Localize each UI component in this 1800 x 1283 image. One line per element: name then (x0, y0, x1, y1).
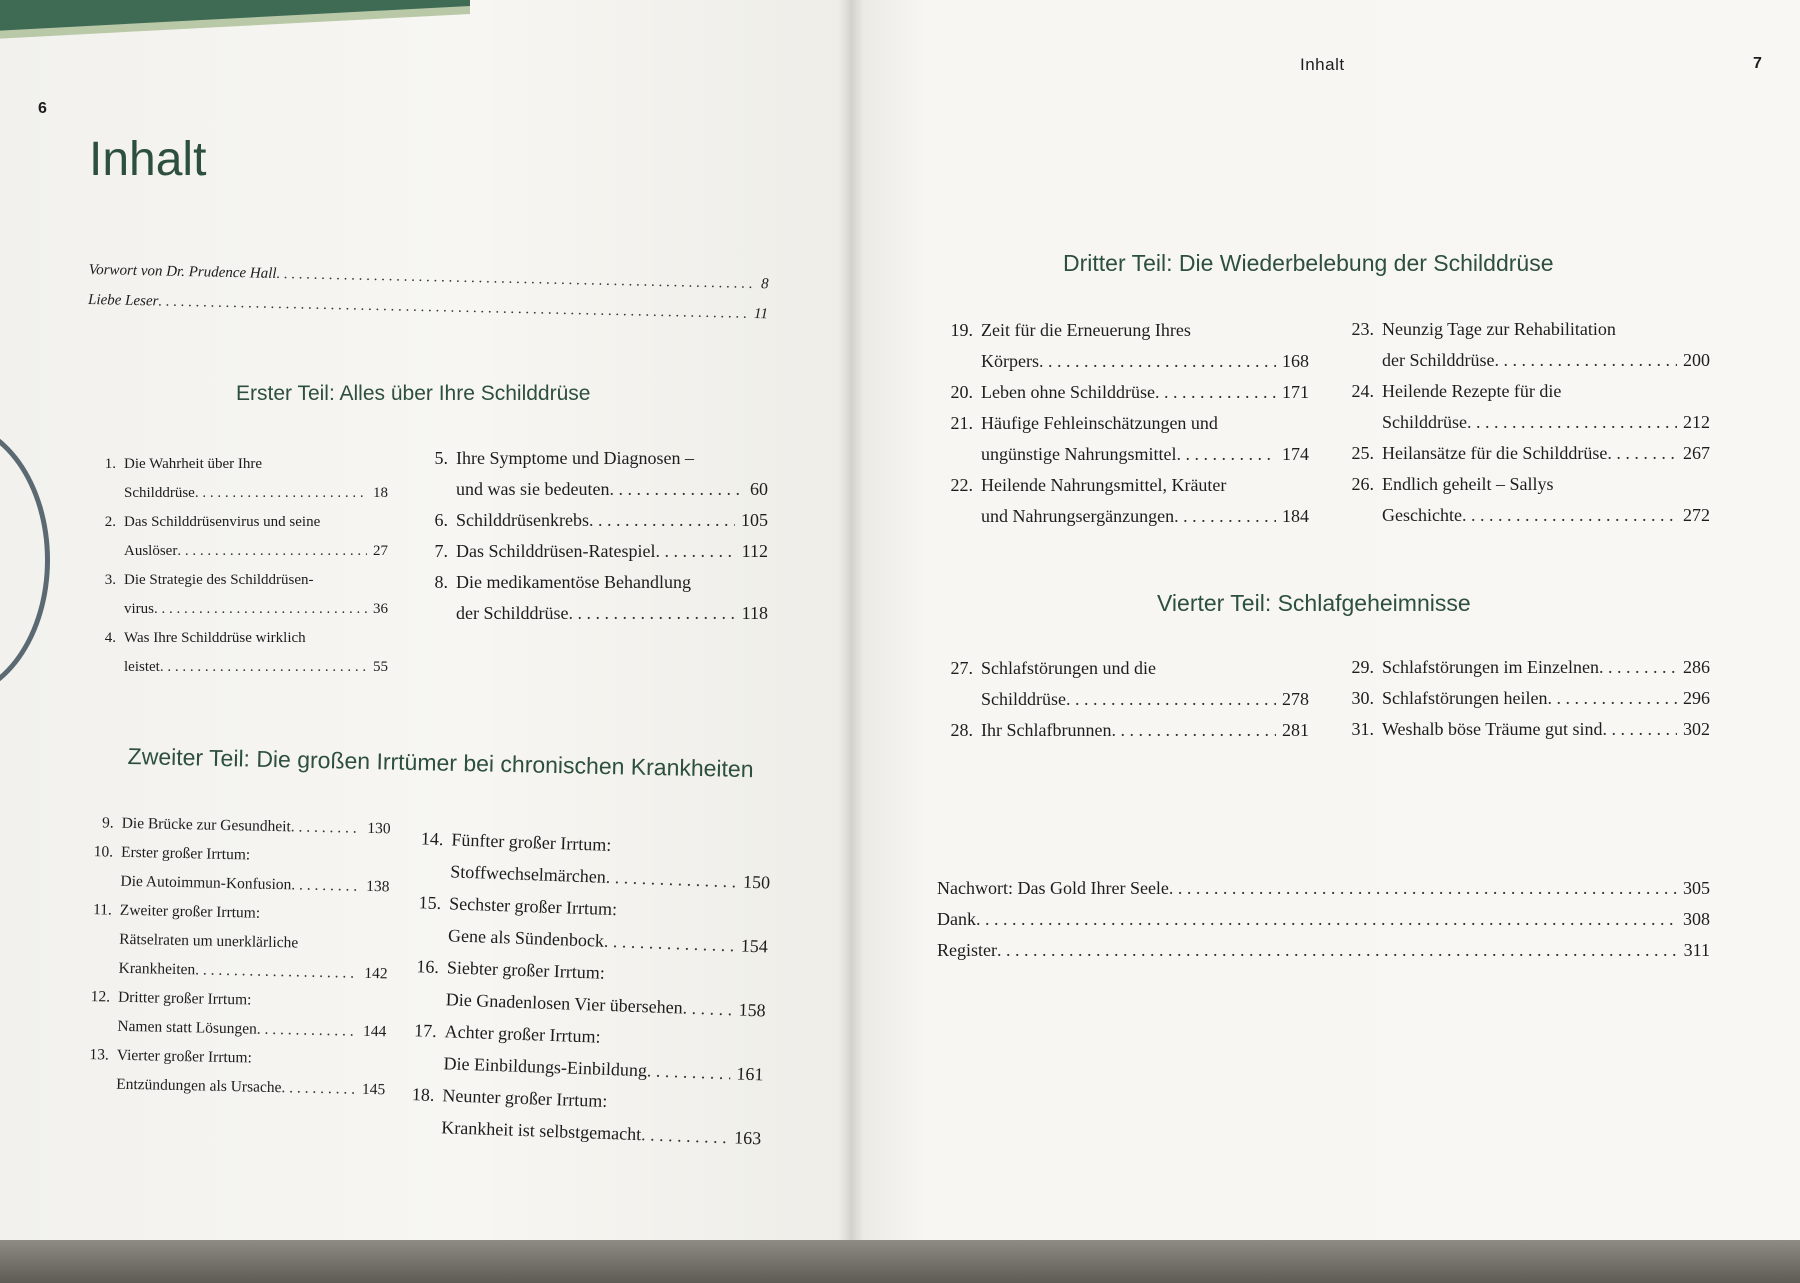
part-title-1: Erster Teil: Alles über Ihre Schilddrüse (236, 382, 591, 405)
toc-entry-title: Namen statt Lösungen (117, 1017, 258, 1038)
toc-entry-page: 145 (361, 1080, 386, 1099)
toc-entry-page: 168 (1282, 351, 1309, 371)
toc-entry-number: 30. (1351, 688, 1374, 708)
toc-entry-title: Das Schilddrüsen-Ratespiel (456, 541, 656, 561)
toc-entry-page: 308 (1683, 909, 1710, 929)
toc-entry-number: 19. (950, 320, 973, 340)
toc-entry-page: 138 (365, 877, 390, 896)
toc-entry-number: 29. (1351, 657, 1374, 677)
toc-entry-page: 27 (373, 543, 388, 559)
toc-part2-col2 (401, 822, 772, 1154)
toc-entry-page: 171 (1282, 382, 1309, 402)
dot-leader (682, 992, 733, 1026)
toc-entry-title: und was sie bedeuten (456, 479, 610, 499)
toc-entry (937, 470, 1309, 532)
toc-entry (80, 1040, 386, 1104)
toc-entry-number: 18. (411, 1084, 435, 1105)
book-gutter (838, 0, 864, 1283)
toc-entry-title: Dritter großer Irrtum: (117, 988, 252, 1009)
toc-entry-title: Krankheiten (118, 959, 196, 979)
toc-entry (420, 567, 768, 629)
toc-entry-title: Leben ohne Schilddrüse (981, 382, 1155, 402)
dot-leader (997, 935, 1678, 966)
right-page (850, 0, 1800, 1283)
dot-leader (1039, 346, 1276, 377)
toc-entry-title: Dank (937, 909, 976, 929)
toc-entry-title: virus (124, 601, 154, 617)
toc-entry-number: 5. (434, 448, 448, 468)
toc-entry-number (83, 943, 119, 944)
toc-entry-title: leistet (124, 659, 160, 675)
toc-entry-page: 296 (1683, 688, 1710, 708)
toc-entry-number: 12. (90, 988, 111, 1006)
toc-part4-col1 (937, 653, 1309, 746)
decorative-disc (0, 420, 50, 700)
dot-leader (976, 904, 1677, 935)
toc-entry-title: Rätselraten um unerklärliche (119, 930, 299, 952)
toc-entry (88, 450, 388, 508)
toc-entry-page: 8 (760, 276, 769, 293)
toc-entry-number: 27. (950, 658, 973, 678)
dot-leader (195, 479, 367, 508)
toc-entry (937, 873, 1710, 904)
toc-entry-page: 286 (1683, 657, 1710, 677)
toc-entry-title: Die Strategie des Schilddrüsen- (124, 572, 314, 588)
toc-entry-title: und Nahrungsergänzungen (981, 506, 1175, 526)
page-number-left: 6 (38, 100, 47, 117)
toc-entry-title: Nachwort: Das Gold Ihrer Seele (937, 878, 1169, 898)
toc-entry-title: Körpers (981, 351, 1039, 371)
toc-entry (420, 536, 768, 567)
toc-entry-number: 25. (1351, 443, 1374, 463)
toc-entry-title: Schlafstörungen und die (981, 658, 1156, 678)
toc-entry-title: Fünfter großer Irrtum: (451, 829, 612, 855)
toc-entry-number: 24. (1351, 381, 1374, 401)
dot-leader (1169, 873, 1677, 904)
toc-entry (937, 935, 1710, 966)
page-number-right: 7 (1753, 55, 1762, 72)
toc-entry-page: 60 (750, 479, 768, 499)
toc-entry-title: Liebe Leser (87, 291, 159, 310)
toc-entry-title: Heilende Rezepte für die (1382, 381, 1562, 401)
toc-entry-page: 267 (1683, 443, 1710, 463)
toc-entry (1338, 469, 1710, 531)
toc-entry-number: 31. (1351, 719, 1374, 739)
dot-leader (1603, 714, 1677, 745)
toc-part4-col2 (1338, 652, 1710, 745)
toc-entry-number (410, 876, 450, 877)
toc-entry-number: 14. (420, 828, 444, 850)
toc-entry-title: Das Schilddrüsenvirus und seine (124, 514, 321, 530)
toc-entry-title: Gene als Sündenbock (447, 925, 605, 951)
toc-entry-page: 105 (741, 510, 768, 530)
toc-entry-title: Vorwort von Dr. Prudence Hall (88, 261, 277, 282)
toc-entry-title: Zweiter großer Irrtum: (119, 901, 261, 922)
dot-leader (1467, 407, 1677, 438)
left-page (0, 0, 850, 1283)
dot-leader (154, 595, 367, 624)
toc-entry-number: 6. (434, 510, 448, 530)
toc-entry-title: Siebter großer Irrtum: (446, 957, 606, 983)
toc-entry-title: Die Autoimmun-Konfusion (120, 872, 292, 894)
toc-entry-page: 272 (1683, 505, 1710, 525)
toc-entry-title: Erster großer Irrtum: (120, 843, 251, 864)
toc-entry-page: 184 (1282, 506, 1309, 526)
part-title-3: Dritter Teil: Die Wiederbelebung der Schilddrüse (1063, 250, 1554, 276)
dot-leader (605, 861, 737, 898)
toc-entry-page: 200 (1683, 350, 1710, 370)
toc-entry-page: 281 (1282, 720, 1309, 740)
toc-entry (401, 1078, 763, 1155)
toc-entry-title: Was Ihre Schilddrüse wirklich (124, 630, 306, 646)
toc-entry-page: 311 (1683, 940, 1710, 960)
toc-part1-col2 (420, 443, 768, 629)
toc-entry-title: Zeit für die Erneuerung Ihres (981, 320, 1191, 340)
toc-entry-number: 28. (950, 720, 973, 740)
toc-part2-col1 (80, 808, 391, 1104)
dot-leader (1176, 439, 1276, 470)
toc-entry-number (84, 885, 120, 886)
toc-entry-title: Ihre Symptome und Diagnosen – (456, 448, 694, 468)
page-title: Inhalt (89, 133, 207, 186)
part-title-4: Vierter Teil: Schlafgeheimnisse (1157, 590, 1471, 616)
dot-leader (603, 925, 735, 962)
toc-entry (937, 377, 1309, 408)
toc-entry-title: Neunzig Tage zur Rehabilitation (1382, 319, 1616, 339)
toc-entry-title: Geschichte (1382, 505, 1462, 525)
toc-entry-title: der Schilddrüse (1382, 350, 1495, 370)
toc-entry-title: Stoffwechselmärchen (449, 861, 607, 887)
toc-entry-page: 142 (364, 964, 388, 983)
toc-entry-title: Die Brücke zur Gesundheit (121, 814, 291, 836)
toc-part3-col2 (1338, 314, 1710, 531)
toc-entry-title: Auslöser (124, 543, 178, 559)
toc-entry-page: 11 (753, 305, 769, 323)
toc-entry-title: Vierter großer Irrtum: (116, 1046, 253, 1067)
toc-entry-page: 130 (367, 819, 391, 838)
table-surface (0, 1240, 1800, 1283)
toc-entry-number (83, 972, 119, 973)
toc-entry (88, 508, 388, 566)
toc-entry-number: 17. (413, 1020, 438, 1041)
back-matter-list (937, 873, 1710, 966)
dot-leader (1111, 715, 1276, 746)
toc-entry-number: 20. (950, 382, 973, 402)
toc-entry-page: 36 (373, 601, 388, 617)
toc-entry-title: Endlich geheilt – Sallys (1382, 474, 1554, 494)
toc-entry-page: 150 (742, 871, 771, 893)
dot-leader (1174, 501, 1276, 532)
toc-entry-title: Krankheit ist selbstgemacht (441, 1117, 642, 1145)
dot-leader (1462, 500, 1677, 531)
toc-entry-number: 4. (104, 630, 116, 646)
dot-leader (291, 812, 362, 842)
toc-entry-number: 21. (950, 413, 973, 433)
dot-leader (655, 536, 735, 567)
toc-entry-number: 15. (418, 892, 442, 914)
toc-entry-number: 10. (93, 843, 114, 861)
dot-leader (609, 474, 744, 505)
toc-entry (937, 715, 1309, 746)
dot-leader (195, 955, 359, 987)
toc-entry-number (81, 1030, 117, 1031)
toc-entry-title: der Schilddrüse (456, 603, 569, 623)
toc-entry-title: Register (937, 940, 997, 960)
part-title-2: Zweiter Teil: Die großen Irrtümer bei chronischen Krankheiten (127, 743, 754, 783)
toc-entry-title: Die Wahrheit über Ihre (124, 456, 263, 472)
dot-leader (177, 537, 367, 566)
dot-leader (257, 1015, 358, 1046)
toc-entry-number: 9. (101, 814, 114, 832)
dot-leader (589, 505, 735, 536)
toc-entry-page: 55 (373, 659, 388, 675)
dot-leader (291, 870, 360, 900)
toc-entry-number: 7. (434, 541, 448, 561)
toc-entry-title: Schilddrüse (1382, 412, 1467, 432)
dot-leader (160, 653, 367, 682)
toc-entry-page: 154 (740, 935, 769, 957)
toc-entry-page: 112 (741, 541, 768, 561)
toc-entry-number: 11. (92, 901, 113, 919)
toc-entry (81, 982, 387, 1046)
toc-entry (1338, 714, 1710, 745)
toc-entry-number: 2. (104, 514, 116, 530)
toc-entry-number (408, 940, 448, 941)
toc-entry-title: Achter großer Irrtum: (444, 1021, 601, 1047)
toc-entry (88, 566, 388, 624)
front-matter-list (88, 255, 769, 329)
toc-entry-title: Die medikamentöse Behandlung (456, 572, 691, 592)
toc-entry-number: 8. (434, 572, 448, 592)
toc-entry-title: Schilddrüse (124, 485, 195, 501)
toc-entry-number: 16. (416, 956, 440, 978)
dot-leader (1155, 377, 1276, 408)
toc-entry-title: Entzündungen als Ursache (116, 1075, 282, 1097)
toc-entry-title: Schlafstörungen heilen (1382, 688, 1548, 708)
toc-entry (1338, 683, 1710, 714)
cover-edge-strip (0, 0, 470, 40)
toc-entry-title: Schlafstörungen im Einzelnen (1382, 657, 1599, 677)
toc-entry-page: 212 (1683, 412, 1710, 432)
toc-entry (937, 653, 1309, 715)
dot-leader (1599, 652, 1677, 683)
toc-entry-title: Schilddrüse (981, 689, 1066, 709)
toc-entry-page: 278 (1282, 689, 1309, 709)
toc-entry (937, 904, 1710, 935)
toc-entry-number (403, 1068, 443, 1069)
toc-entry (1338, 376, 1710, 438)
toc-entry-title: Die Gnadenlosen Vier übersehen (445, 989, 684, 1018)
toc-entry (937, 408, 1309, 470)
toc-entry-page: 163 (733, 1127, 762, 1149)
toc-entry-title: Schilddrüsenkrebs (456, 510, 589, 530)
toc-entry-number: 3. (104, 572, 116, 588)
dot-leader (1547, 683, 1677, 714)
toc-entry-number: 1. (104, 456, 116, 472)
toc-entry (84, 837, 390, 901)
toc-entry-title: Weshalb böse Träume gut sind (1382, 719, 1603, 739)
toc-entry-page: 161 (736, 1063, 764, 1085)
toc-entry (420, 443, 768, 505)
toc-entry-number: 13. (89, 1046, 110, 1064)
toc-entry (937, 315, 1309, 377)
toc-part3-col1 (937, 315, 1309, 532)
toc-entry-title: Heilende Nahrungsmittel, Kräuter (981, 475, 1227, 495)
toc-entry-number (406, 1004, 446, 1005)
running-header: Inhalt (1300, 55, 1345, 74)
toc-entry (88, 624, 388, 682)
toc-part1-col1 (88, 450, 388, 682)
toc-entry-page: 302 (1683, 719, 1710, 739)
toc-entry (1338, 314, 1710, 376)
toc-entry-title: Häufige Fehleinschätzungen und (981, 413, 1218, 433)
toc-entry-page: 18 (373, 485, 388, 501)
toc-entry (420, 505, 768, 536)
dot-leader (1066, 684, 1276, 715)
toc-entry-page: 305 (1683, 878, 1710, 898)
dot-leader (1494, 345, 1677, 376)
toc-entry-number (401, 1132, 441, 1133)
toc-entry (1338, 652, 1710, 683)
toc-entry-title: Ihr Schlafbrunnen (981, 720, 1112, 740)
toc-entry (1338, 438, 1710, 469)
dot-leader (641, 1118, 729, 1153)
dot-leader (646, 1054, 731, 1089)
dot-leader (568, 598, 735, 629)
toc-entry-title: Sechster großer Irrtum: (448, 893, 618, 920)
dot-leader (281, 1073, 356, 1104)
toc-entry-number: 26. (1351, 474, 1374, 494)
toc-entry-number: 22. (950, 475, 973, 495)
toc-entry-page: 174 (1282, 444, 1309, 464)
toc-entry (82, 895, 389, 988)
toc-entry-number: 23. (1351, 319, 1374, 339)
toc-entry-page: 158 (738, 999, 766, 1021)
toc-entry-number (80, 1088, 116, 1089)
toc-entry-title: Neunter großer Irrtum: (442, 1085, 608, 1111)
toc-entry-title: Die Einbildungs-Einbildung (443, 1053, 648, 1081)
toc-entry-page: 144 (362, 1022, 387, 1041)
toc-entry-title: Heilansätze für die Schilddrüse (1382, 443, 1608, 463)
toc-entry-title: ungünstige Nahrungsmittel (981, 444, 1177, 464)
dot-leader (1607, 438, 1677, 469)
toc-entry-page: 118 (741, 603, 768, 623)
